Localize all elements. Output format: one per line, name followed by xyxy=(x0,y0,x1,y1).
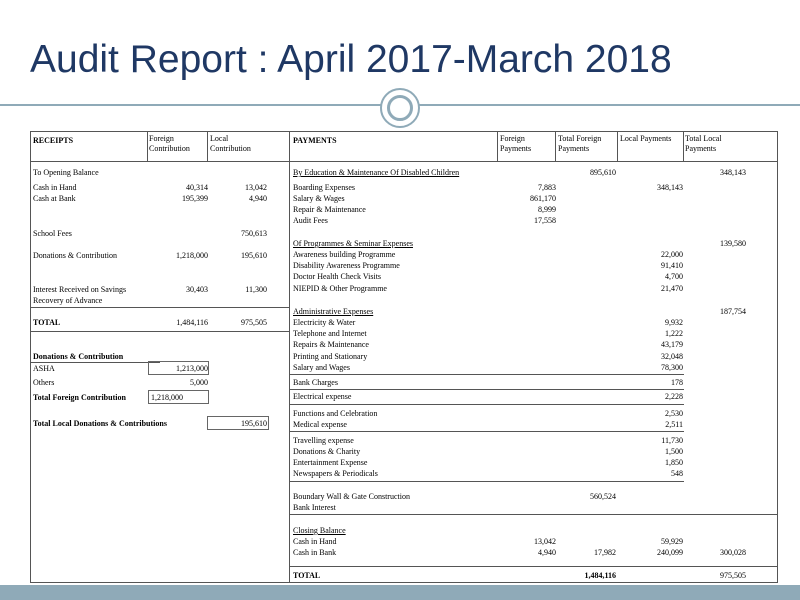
donations-label: Donations & Contribution xyxy=(33,251,117,260)
page-title: Audit Report : April 2017-March 2018 xyxy=(30,38,672,81)
admin-block-divider xyxy=(289,374,684,375)
closing-cash-bank-label: Cash in Bank xyxy=(293,548,337,557)
repair-label: Repair & Maintenance xyxy=(293,205,366,214)
total-local-donations-value: 195,610 xyxy=(241,419,267,428)
recovery-label: Recovery of Advance xyxy=(33,296,103,305)
closing-balance-divider xyxy=(289,514,778,515)
boundary-total-foreign: 560,524 xyxy=(590,492,616,501)
receipt-cash-at-bank-label: Cash at Bank xyxy=(33,194,76,203)
grid-vline xyxy=(207,131,208,161)
receipts-total-label: TOTAL xyxy=(33,318,61,327)
travelling-local: 11,730 xyxy=(661,436,683,445)
receipts-total-foreign: 1,484,116 xyxy=(176,318,208,327)
disability-label: Disability Awareness Programme xyxy=(293,261,400,270)
closing-cash-hand-local: 59,929 xyxy=(661,537,683,546)
col-foreign-contribution-1: Foreign xyxy=(149,134,174,143)
salary-label: Salary & Wages xyxy=(293,194,345,203)
electricity-label: Electricity & Water xyxy=(293,318,356,327)
charity-local: 1,500 xyxy=(665,447,683,456)
telephone-local: 1,222 xyxy=(665,329,683,338)
doctor-local: 4,700 xyxy=(665,272,683,281)
entertainment-local: 1,850 xyxy=(665,458,683,467)
boundary-label: Boundary Wall & Gate Construction xyxy=(293,492,410,501)
bank-charges-local: 178 xyxy=(671,378,683,387)
entertainment-label: Entertainment Expense xyxy=(293,458,368,467)
functions-local: 2,530 xyxy=(665,409,683,418)
programmes-label: Of Programmes & Seminar Expenses xyxy=(293,239,413,248)
others-label: Others xyxy=(33,378,55,387)
grid-vline xyxy=(497,131,498,161)
repairs-local: 43,179 xyxy=(661,340,683,349)
col-foreign-payments-2: Payments xyxy=(500,144,532,153)
audit-fees-label: Audit Fees xyxy=(293,216,328,225)
grid-vline xyxy=(683,131,684,161)
divider-circle-ornament xyxy=(380,88,420,128)
electrical-divider xyxy=(289,404,684,405)
by-education-label: By Education & Maintenance Of Disabled Children xyxy=(293,168,460,177)
awareness-label: Awareness building Programme xyxy=(293,250,396,259)
opening-balance-label: To Opening Balance xyxy=(33,168,99,177)
col-local-contribution-2: Contribution xyxy=(210,144,251,153)
disability-local: 91,410 xyxy=(661,261,683,270)
by-education-total-local: 348,143 xyxy=(720,168,746,177)
col-total-foreign-payments-2: Payments xyxy=(558,144,590,153)
niepid-label: NIEPID & Other Programme xyxy=(293,284,387,293)
payments-total-local: 975,505 xyxy=(720,571,746,580)
misc-expenses-divider xyxy=(289,481,684,482)
donations-head-underline xyxy=(30,362,160,363)
electrical-local: 2,228 xyxy=(665,392,683,401)
medical-label: Medical expense xyxy=(293,420,347,429)
charity-label: Donations & Charity xyxy=(293,447,361,456)
salary2-local: 78,300 xyxy=(661,363,683,372)
interest-foreign: 30,403 xyxy=(186,285,208,294)
total-foreign-contribution-label: Total Foreign Contribution xyxy=(33,393,126,402)
total-local-donations-label: Total Local Donations & Contributions xyxy=(33,419,167,428)
grid-vline-center xyxy=(289,131,290,583)
printing-local: 32,048 xyxy=(661,352,683,361)
school-fees-local: 750,613 xyxy=(241,229,267,238)
school-fees-label: School Fees xyxy=(33,229,72,238)
receipts-total-underline xyxy=(30,331,289,332)
salary-foreign: 861,170 xyxy=(530,194,556,203)
closing-cash-bank-foreign: 4,940 xyxy=(538,548,556,557)
col-total-local-payments-2: Payments xyxy=(685,144,717,153)
asha-value: 1,213,000 xyxy=(176,364,208,373)
receipts-total-local: 975,505 xyxy=(241,318,267,327)
bank-interest-label: Bank Interest xyxy=(293,503,336,512)
receipts-header: RECEIPTS xyxy=(33,136,74,145)
col-local-payments: Local Payments xyxy=(620,134,672,143)
bank-charges-label: Bank Charges xyxy=(293,378,338,387)
receipt-cash-at-bank-foreign: 195,399 xyxy=(182,194,208,203)
receipts-total-divider xyxy=(30,307,289,308)
boarding-foreign: 7,883 xyxy=(538,183,556,192)
receipt-cash-in-hand-label: Cash in Hand xyxy=(33,183,77,192)
electricity-local: 9,932 xyxy=(665,318,683,327)
receipt-cash-in-hand-local: 13,042 xyxy=(245,183,267,192)
by-education-total-foreign: 895,610 xyxy=(590,168,616,177)
salary2-label: Salary and Wages xyxy=(293,363,350,372)
col-total-foreign-payments-1: Total Foreign xyxy=(558,134,602,143)
others-value: 5,000 xyxy=(190,378,208,387)
doctor-label: Doctor Health Check Visits xyxy=(293,272,382,281)
payments-header: PAYMENTS xyxy=(293,136,337,145)
closing-cash-bank-local: 240,099 xyxy=(657,548,683,557)
audit-fees-foreign: 17,558 xyxy=(534,216,556,225)
printing-label: Printing and Stationary xyxy=(293,352,368,361)
footer-bar xyxy=(0,585,800,600)
grid-vline xyxy=(617,131,618,161)
boarding-local: 348,143 xyxy=(657,183,683,192)
total-foreign-contribution-value: 1,218,000 xyxy=(151,393,183,402)
col-foreign-payments-1: Foreign xyxy=(500,134,525,143)
header-divider xyxy=(30,161,778,162)
closing-cash-bank-total-foreign: 17,982 xyxy=(594,548,616,557)
receipt-cash-at-bank-local: 4,940 xyxy=(249,194,267,203)
programmes-total-local: 139,580 xyxy=(720,239,746,248)
payments-total-label: TOTAL xyxy=(293,571,321,580)
travelling-label: Travelling expense xyxy=(293,436,354,445)
closing-cash-bank-total-local: 300,028 xyxy=(720,548,746,557)
donations-head-label: Donations & Contribution xyxy=(33,352,124,361)
newspapers-local: 548 xyxy=(671,469,683,478)
niepid-local: 21,470 xyxy=(661,284,683,293)
asha-label: ASHA xyxy=(33,364,55,373)
functions-label: Functions and Celebration xyxy=(293,409,378,418)
admin-label: Administrative Expenses xyxy=(293,307,374,316)
donations-local: 195,610 xyxy=(241,251,267,260)
repair-foreign: 8,999 xyxy=(538,205,556,214)
repairs-label: Repairs & Maintenance xyxy=(293,340,369,349)
awareness-local: 22,000 xyxy=(661,250,683,259)
closing-cash-hand-foreign: 13,042 xyxy=(534,537,556,546)
admin-total-local: 187,754 xyxy=(720,307,746,316)
closing-cash-hand-label: Cash in Hand xyxy=(293,537,337,546)
col-total-local-payments-1: Total Local xyxy=(685,134,722,143)
newspapers-label: Newspapers & Periodicals xyxy=(293,469,378,478)
boarding-label: Boarding Expenses xyxy=(293,183,355,192)
total-row-divider xyxy=(289,566,778,567)
payments-total-foreign: 1,484,116 xyxy=(584,571,616,580)
receipt-cash-in-hand-foreign: 40,314 xyxy=(186,183,208,192)
donations-foreign: 1,218,000 xyxy=(176,251,208,260)
interest-local: 11,300 xyxy=(245,285,267,294)
medical-local: 2,511 xyxy=(665,420,683,429)
closing-balance-label: Closing Balance xyxy=(293,526,346,535)
col-local-contribution-1: Local xyxy=(210,134,229,143)
divider-circle-inner xyxy=(387,95,413,121)
telephone-label: Telephone and Internet xyxy=(293,329,367,338)
grid-vline xyxy=(555,131,556,161)
interest-label: Interest Received on Savings xyxy=(33,285,127,294)
bank-charges-divider xyxy=(289,389,684,390)
grid-vline xyxy=(147,131,148,161)
electrical-label: Electrical expense xyxy=(293,392,352,401)
col-foreign-contribution-2: Contribution xyxy=(149,144,190,153)
medical-divider xyxy=(289,431,684,432)
